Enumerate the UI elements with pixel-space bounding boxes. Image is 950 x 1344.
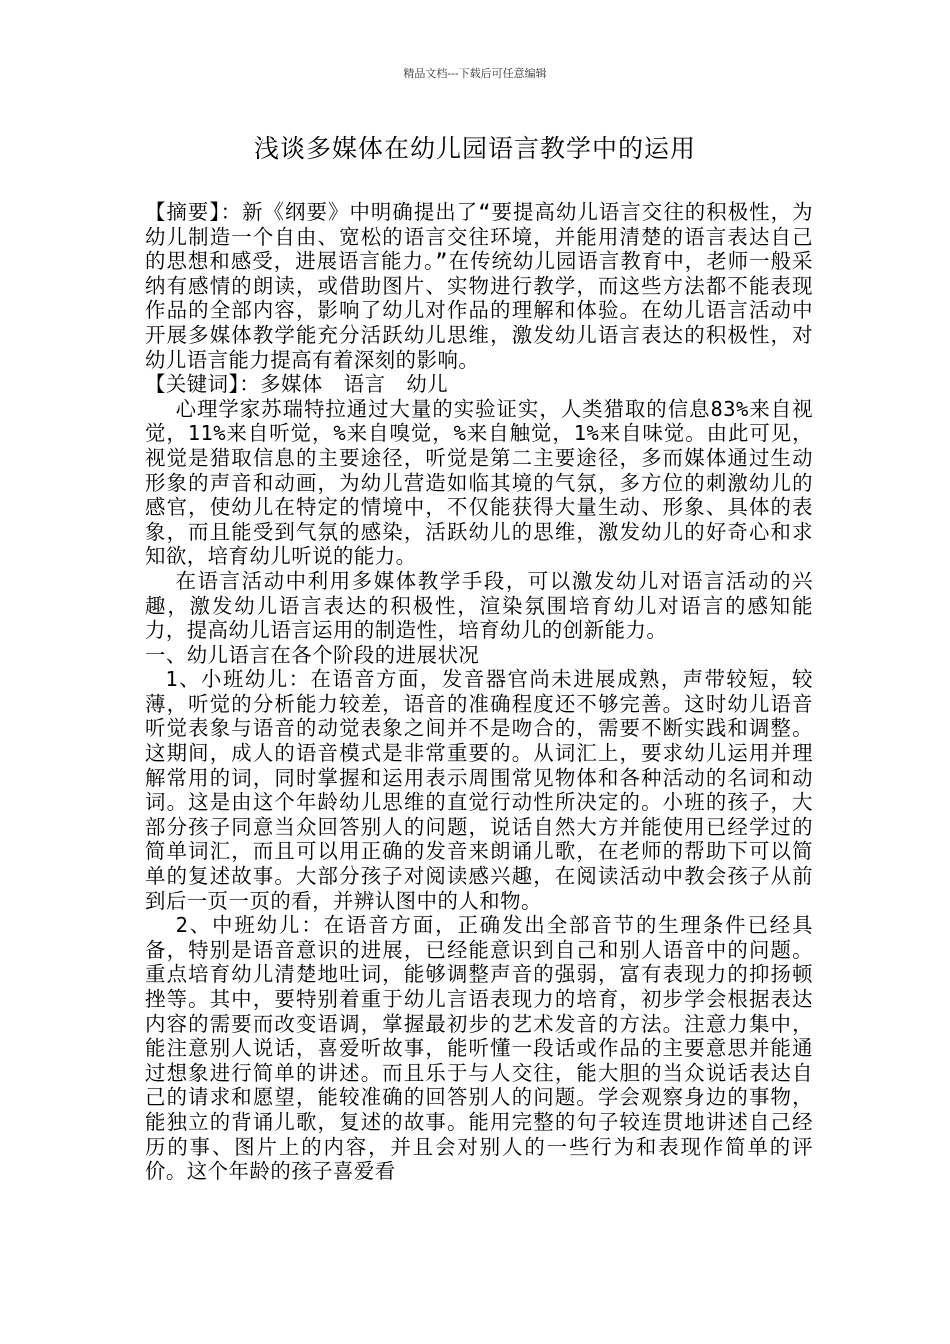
body-paragraph: 2、中班幼儿：在语音方面，正确发出全部音节的生理条件已经具备，特别是语音意识的进展，已经能意识到自己和别人语音中的问题。重点培育幼儿清楚地吐词，能够调整声音的强弱，富有表现力的抑扬顿挫等。其中，要特别着重于幼儿言语表现力的培育，初步学会根据表达内容的需要而改变语调，掌握最初步的艺术发音的方法。注意力集中，能注意别人说话，喜爱听故事，能听懂一段话或作品的主要意思并能通过想象进行简单的讲述。而且乐于与人交往，能大胆的当众说话表达自己的请求和愿望，能较准确的回答别人的问题。学会观察身边的事物，能独立的背诵儿歌，复述的故事。能用完整的句子较连贯地讲述自己经历的事、图片上的内容，并且会对别人的一些行为和表现作简单的评价。这个年龄的孩子喜爱看 bbox=[145, 913, 813, 1184]
body-paragraph: 心理学家苏瑞特拉通过大量的实验证实，人类猎取的信息83%来自视觉，11%来自听觉，%来自嗅觉，%来自触觉，1%来自味觉。由此可见，视觉是猎取信息的主要途径，听觉是第二主要途径，多而媒体通过生动形象的声音和动画，为幼儿营造如临其境的气氛，多方位的刺激幼儿的感官，使幼儿在特定的情境中，不仅能获得大量生动、形象、具体的表象，而且能受到气氛的感染，活跃幼儿的思维，激发幼儿的好奇心和求知欲，培育幼儿听说的能力。 bbox=[145, 396, 813, 569]
body-paragraph: 1、小班幼儿：在语音方面，发音器官尚未进展成熟，声带较短，较薄，听觉的分析能力较差，语音的准确程度还不够完善。这时幼儿语音听觉表象与语音的动觉表象之间并不是吻合的，需要不断实践和调整。这期间，成人的语音模式是非常重要的。从词汇上，要求幼儿运用并理解常用的词，同时掌握和运用表示周围常见物体和各种活动的名词和动词。这是由这个年龄幼儿思维的直觉行动性所决定的。小班的孩子，大部分孩子同意当众回答别人的问题，说话自然大方并能使用已经学过的简单词汇，而且可以用正确的发音来朗诵儿歌，在老师的帮助下可以简单的复述故事。大部分孩子对阅读感兴趣，在阅读活动中教会孩子从前到后一页一页的看，并辨认图中的人和物。 bbox=[145, 667, 813, 913]
page-header: 精品文档---下载后可任意编辑 bbox=[403, 67, 547, 80]
section-heading: 一、幼儿语言在各个阶段的进展状况 bbox=[145, 642, 480, 667]
body-paragraph: 在语言活动中利用多媒体教学手段，可以激发幼儿对语言活动的兴趣，激发幼儿语言表达的积极性，渲染氛围培育幼儿对语言的感知能力，提高幼儿语言运用的制造性，培育幼儿的创新能力。 bbox=[145, 568, 813, 643]
keywords-paragraph: 【关键词】：多媒体 语言 幼儿 bbox=[145, 372, 449, 397]
document-title: 浅谈多媒体在幼儿园语言教学中的运用 bbox=[253, 134, 696, 163]
document-body bbox=[145, 200, 813, 1184]
abstract-paragraph: 【摘要】：新《纲要》中明确提出了“要提高幼儿语言交往的积极性，为幼儿制造一个自由、宽松的语言交往环境，并能用清楚的语言表达自己的思想和感受，进展语言能力。”在传统幼儿园语言教育中，老师一般采纳有感情的朗读，或借助图片、实物进行教学，而这些方法都不能表现作品的全部内容，影响了幼儿对作品的理解和体验。在幼儿语言活动中开展多媒体教学能充分活跃幼儿思维，激发幼儿语言表达的积极性，对幼儿语言能力提高有着深刻的影响。 bbox=[145, 200, 813, 372]
